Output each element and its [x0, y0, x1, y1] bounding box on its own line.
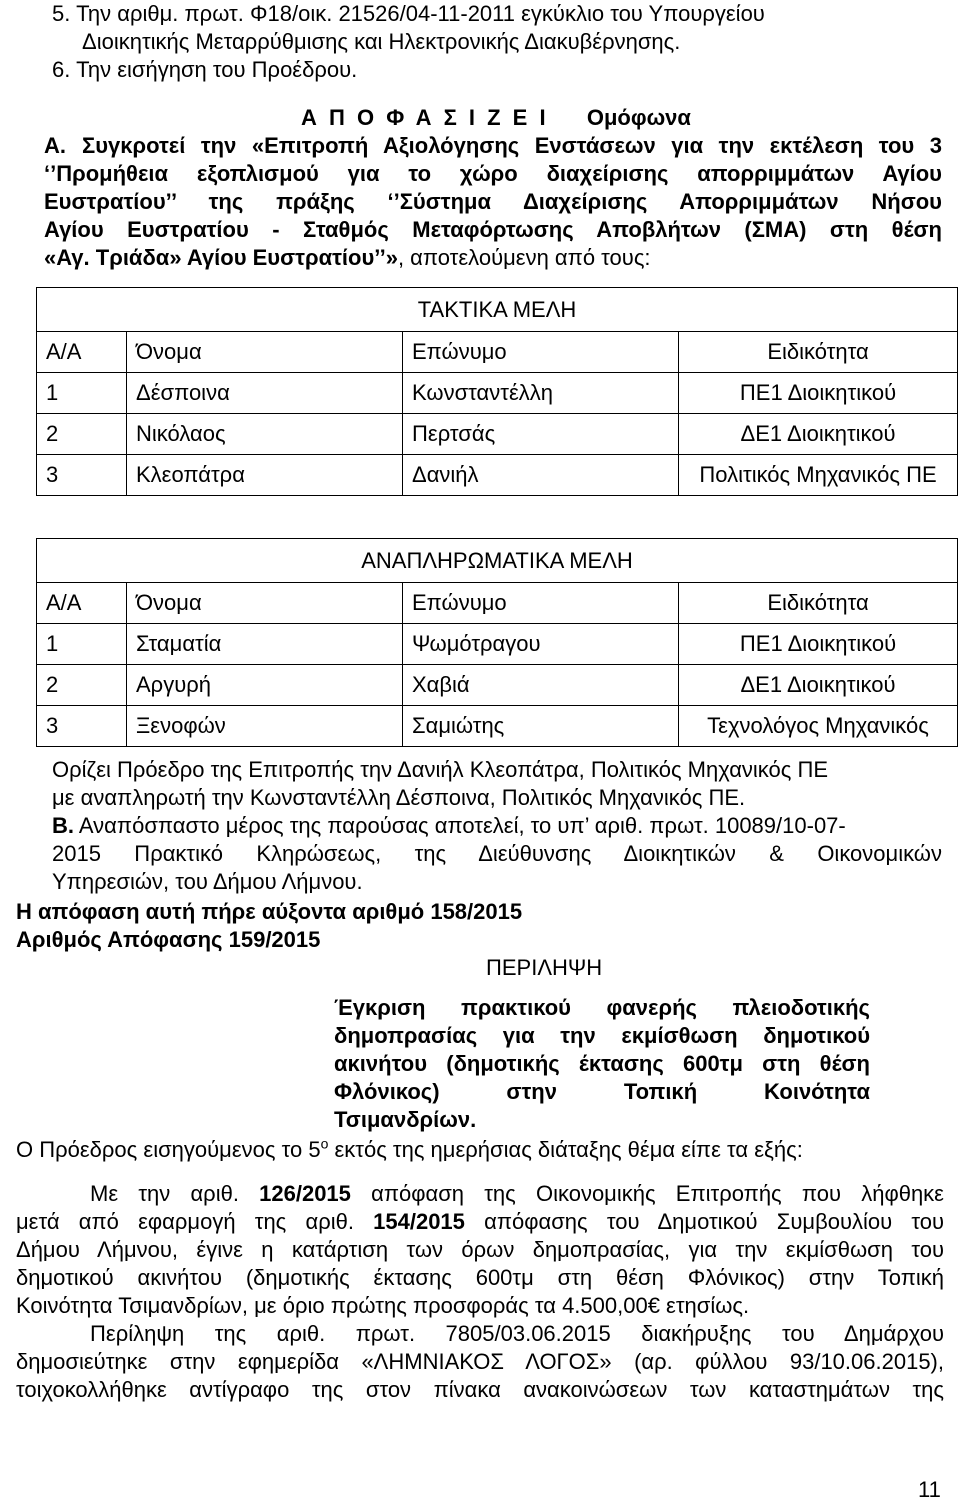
body-p1-line-4: δημοτικού ακινήτου (δημοτικής έκτασης 600τμ στη θέση Φλόνικος) στην Τοπική — [16, 1265, 944, 1290]
cell-surname: Περτσάς — [403, 414, 679, 455]
body-p1-line-2 — [16, 1208, 944, 1236]
cell-surname: Κωνσταντέλλη — [403, 373, 679, 414]
cell-surname: Ψωμότραγου — [403, 624, 679, 665]
cell-specialty: ΠΕ1 Διοικητικού — [679, 624, 958, 665]
table-row — [37, 455, 958, 496]
substitute-members-table — [36, 538, 958, 747]
cell-specialty: Πολιτικός Μηχανικός ΠΕ — [679, 455, 958, 496]
header-surname: Επώνυμο — [403, 583, 679, 624]
cell-aa: 2 — [37, 665, 127, 706]
president-intro — [16, 1136, 803, 1164]
paragraph-b-label: Β. — [52, 813, 74, 838]
next-decision-number: Αριθμός Απόφασης 159/2015 — [16, 927, 321, 952]
body-p1-line-3: Δήμου Λήμνου, έγινε η κατάρτιση των όρων δημοπρασίας, για την εκμίσθωση του — [16, 1237, 944, 1262]
body-p2-line-1: Περίληψη της αριθ. πρωτ. 7805/03.06.2015 διακήρυξης του Δημάρχου — [90, 1321, 944, 1346]
summary-line-4: Φλόνικος) στην Τοπική Κοινότητα — [334, 1079, 870, 1104]
president-line-1: Ορίζει Πρόεδρο της Επιτροπής την Δανιήλ Κλεοπάτρα, Πολιτικός Μηχανικός ΠΕ — [52, 757, 829, 782]
decision-number-line: Η απόφαση αυτή πήρε αύξοντα αριθμό 158/2015 — [16, 899, 523, 924]
body-p2-line-2: δημοσιεύτηκε στην εφημερίδα «ΛΗΜΝΙΑΚΟΣ ΛΟΓΟΣ» (αρ. φύλλου 93/10.06.2015), — [16, 1349, 944, 1374]
item-5: 5. Την αριθμ. πρωτ. Φ18/οικ. 21526/04-11-2011 εγκύκλιο του Υπουργείου — [52, 1, 765, 26]
table-row — [37, 414, 958, 455]
summary-heading: ΠΕΡΙΛΗΨΗ — [486, 955, 603, 980]
header-specialty: Ειδικότητα — [679, 583, 958, 624]
table-row — [37, 373, 958, 414]
cell-name: Αργυρή — [127, 665, 403, 706]
cell-name: Σταματία — [127, 624, 403, 665]
table-row — [37, 624, 958, 665]
cell-specialty: ΔΕ1 Διοικητικού — [679, 665, 958, 706]
president-line-2: με αναπληρωτή την Κωνσταντέλλη Δέσποινα, Πολιτικός Μηχανικός ΠΕ. — [52, 785, 746, 810]
header-specialty: Ειδικότητα — [679, 332, 958, 373]
decision-heading — [301, 104, 691, 132]
paragraph-a-line-4: Αγίου Ευστρατίου - Σταθμός Μεταφόρτωσης Αποβλήτων (ΣΜΑ) στη θέση — [44, 217, 942, 242]
table-header-row — [37, 332, 958, 373]
regular-members-title: ΤΑΚΤΙΚΑ ΜΕΛΗ — [37, 288, 958, 332]
cell-specialty: ΠΕ1 Διοικητικού — [679, 373, 958, 414]
paragraph-b-line-1 — [52, 812, 942, 840]
paragraph-b-line-3: Υπηρεσιών, του Δήμου Λήμνου. — [52, 869, 363, 894]
decision-ref: 154/2015 — [373, 1209, 465, 1234]
paragraph-a-line-2: ‘’Προμήθεια εξοπλισμού για το χώρο διαχείρισης απορριμμάτων Αγίου — [44, 161, 942, 186]
unanimous-label: Ομόφωνα — [586, 105, 691, 130]
cell-name: Κλεοπάτρα — [127, 455, 403, 496]
table-row — [37, 706, 958, 747]
cell-aa: 1 — [37, 373, 127, 414]
header-name: Όνομα — [127, 332, 403, 373]
composed-of-text: , αποτελούμενη από τους: — [397, 245, 651, 270]
decision-ref: 126/2015 — [259, 1181, 351, 1206]
cell-specialty: ΔΕ1 Διοικητικού — [679, 414, 958, 455]
header-aa: Α/Α — [37, 332, 127, 373]
cell-name: Ξενοφών — [127, 706, 403, 747]
decides-label: Α Π Ο Φ Α Σ Ι Ζ Ε Ι — [301, 105, 549, 130]
header-name: Όνομα — [127, 583, 403, 624]
summary-line-1: Έγκριση πρακτικού φανερής πλειοδοτικής — [334, 995, 870, 1020]
cell-aa: 2 — [37, 414, 127, 455]
body-text: απόφαση της Οικονομικής Επιτροπής που λήφθηκε — [350, 1181, 944, 1206]
summary-line-3: ακινήτου (δημοτικής έκτασης 600τμ στη θέση — [334, 1051, 870, 1076]
body-text: Με την αριθ. — [90, 1181, 260, 1206]
paragraph-a-label: Α. — [44, 133, 66, 158]
paragraph-a-line-5 — [44, 244, 651, 272]
cell-surname: Χαβιά — [403, 665, 679, 706]
table-header-row — [37, 583, 958, 624]
summary-line-5: Τσιμανδρίων. — [334, 1107, 477, 1132]
summary-line-2: δημοπρασίας για την εκμίσθωση δημοτικού — [334, 1023, 870, 1048]
cell-aa: 3 — [37, 706, 127, 747]
header-aa: Α/Α — [37, 583, 127, 624]
cell-surname: Δανιήλ — [403, 455, 679, 496]
paragraph-b-line-2: 2015 Πρακτικό Κληρώσεως, της Διεύθυνσης Διοικητικών & Οικονομικών — [52, 841, 942, 866]
intro-text-rest: εκτός της ημερήσιας διάταξης θέμα είπε τα εξής: — [328, 1137, 803, 1162]
body-p2-line-3: τοιχοκολλήθηκε αντίγραφο της στον πίνακα ανακοινώσεων των καταστημάτων της — [16, 1377, 944, 1402]
paragraph-a-line-1: Συγκροτεί την «Επιτροπή Αξιολόγησης Ενστάσεων για την εκτέλεση του 3 — [82, 133, 942, 158]
item-5-cont: Διοικητικής Μεταρρύθμισης και Ηλεκτρονικής Διακυβέρνησης. — [82, 29, 681, 54]
paragraph-b-text: Αναπόσπαστο μέρος της παρούσας αποτελεί, το υπ’ αριθ. πρωτ. 10089/10-07- — [78, 813, 846, 838]
cell-name: Νικόλαος — [127, 414, 403, 455]
cell-aa: 1 — [37, 624, 127, 665]
body-text: απόφασης του Δημοτικού Συμβουλίου του — [464, 1209, 944, 1234]
item-6: 6. Την εισήγηση του Προέδρου. — [52, 57, 358, 82]
body-text: μετά από εφαρμογή της αριθ. — [16, 1209, 374, 1234]
intro-text: Ο Πρόεδρος εισηγούμενος το 5 — [16, 1137, 321, 1162]
body-p1-line-1 — [90, 1180, 944, 1208]
header-surname: Επώνυμο — [403, 332, 679, 373]
substitute-members-title: ΑΝΑΠΛΗΡΩΜΑΤΙΚΑ ΜΕΛΗ — [37, 539, 958, 583]
cell-aa: 3 — [37, 455, 127, 496]
page-number: 11 — [918, 1477, 941, 1502]
cell-specialty: Τεχνολόγος Μηχανικός — [679, 706, 958, 747]
table-row — [37, 665, 958, 706]
regular-members-table — [36, 287, 958, 496]
location-name: «Αγ. Τριάδα» Αγίου Ευστρατίου’’» — [44, 245, 398, 270]
body-p1-line-5: Κοινότητα Τσιμανδρίων, με όριο πρώτης προσφοράς τα 4.500,00€ ετησίως. — [16, 1293, 750, 1318]
cell-surname: Σαμιώτης — [403, 706, 679, 747]
ordinal-sup: ο — [320, 1135, 329, 1152]
paragraph-a-line-3: Ευστρατίου’’ της πράξης ‘’Σύστημα Διαχείρισης Απορριμμάτων Νήσου — [44, 189, 942, 214]
cell-name: Δέσποινα — [127, 373, 403, 414]
